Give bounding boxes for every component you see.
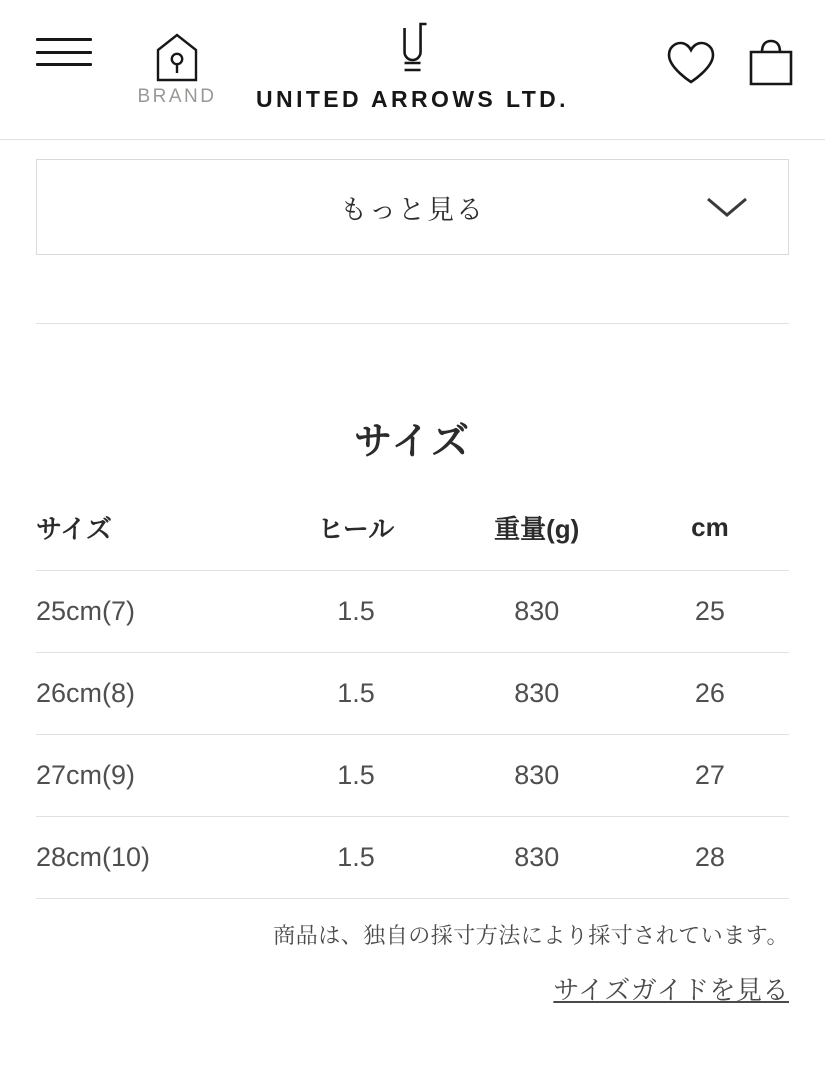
size-table-body	[36, 571, 789, 899]
cell-size: 27cm(9)	[36, 760, 136, 790]
table-header-row	[36, 509, 789, 571]
site-header	[0, 0, 825, 140]
site-logo-text: UNITED ARROWS LTD.	[256, 86, 569, 112]
cell-cm: 25	[694, 596, 725, 626]
site-logo[interactable]	[256, 22, 569, 113]
cell-size: 26cm(8)	[36, 678, 136, 708]
table-header-weight: 重量(g)	[494, 514, 580, 544]
shopping-bag-icon[interactable]	[747, 38, 795, 88]
brand-button[interactable]	[134, 32, 220, 108]
measurement-note: 商品は、独自の採寸方法により採寸されています。	[273, 923, 789, 948]
hamburger-bar	[36, 63, 92, 66]
hamburger-menu-icon[interactable]	[36, 32, 92, 72]
table-row	[36, 735, 789, 817]
size-guide-link[interactable]: サイズガイドを見る	[553, 975, 789, 1005]
header-left-group	[36, 32, 220, 108]
cell-weight: 830	[514, 596, 560, 626]
section-divider	[36, 323, 789, 324]
cell-weight: 830	[514, 842, 560, 872]
price-tag-icon	[154, 32, 200, 84]
cell-weight: 830	[514, 760, 560, 790]
table-header-size: サイズ	[36, 514, 112, 544]
size-table-head	[36, 509, 789, 571]
table-row	[36, 653, 789, 735]
cell-heel: 1.5	[337, 596, 375, 626]
size-guide-link-wrap	[36, 970, 789, 1007]
cell-cm: 28	[694, 842, 725, 872]
chevron-down-icon	[704, 194, 750, 220]
heart-icon[interactable]	[665, 39, 717, 87]
brand-label: BRAND	[137, 86, 217, 107]
cell-size: 28cm(10)	[36, 842, 151, 872]
hamburger-bar	[36, 51, 92, 54]
table-row	[36, 817, 789, 899]
cell-heel: 1.5	[337, 678, 375, 708]
cell-heel: 1.5	[337, 760, 375, 790]
show-more-button[interactable]	[36, 159, 789, 255]
table-row	[36, 571, 789, 653]
table-header-heel: ヒール	[317, 514, 395, 544]
header-right-group	[665, 38, 795, 88]
main-content	[0, 159, 825, 1007]
cell-weight: 830	[514, 678, 560, 708]
cell-cm: 27	[694, 760, 725, 790]
size-section-title: サイズ	[354, 421, 471, 463]
united-arrows-monogram-icon	[393, 22, 433, 80]
hamburger-bar	[36, 38, 92, 41]
cell-heel: 1.5	[337, 842, 375, 872]
cell-size: 25cm(7)	[36, 596, 136, 626]
show-more-label: もっと見る	[340, 194, 485, 225]
cell-cm: 26	[694, 678, 725, 708]
size-table	[36, 509, 789, 899]
table-header-cm: cm	[691, 512, 729, 542]
